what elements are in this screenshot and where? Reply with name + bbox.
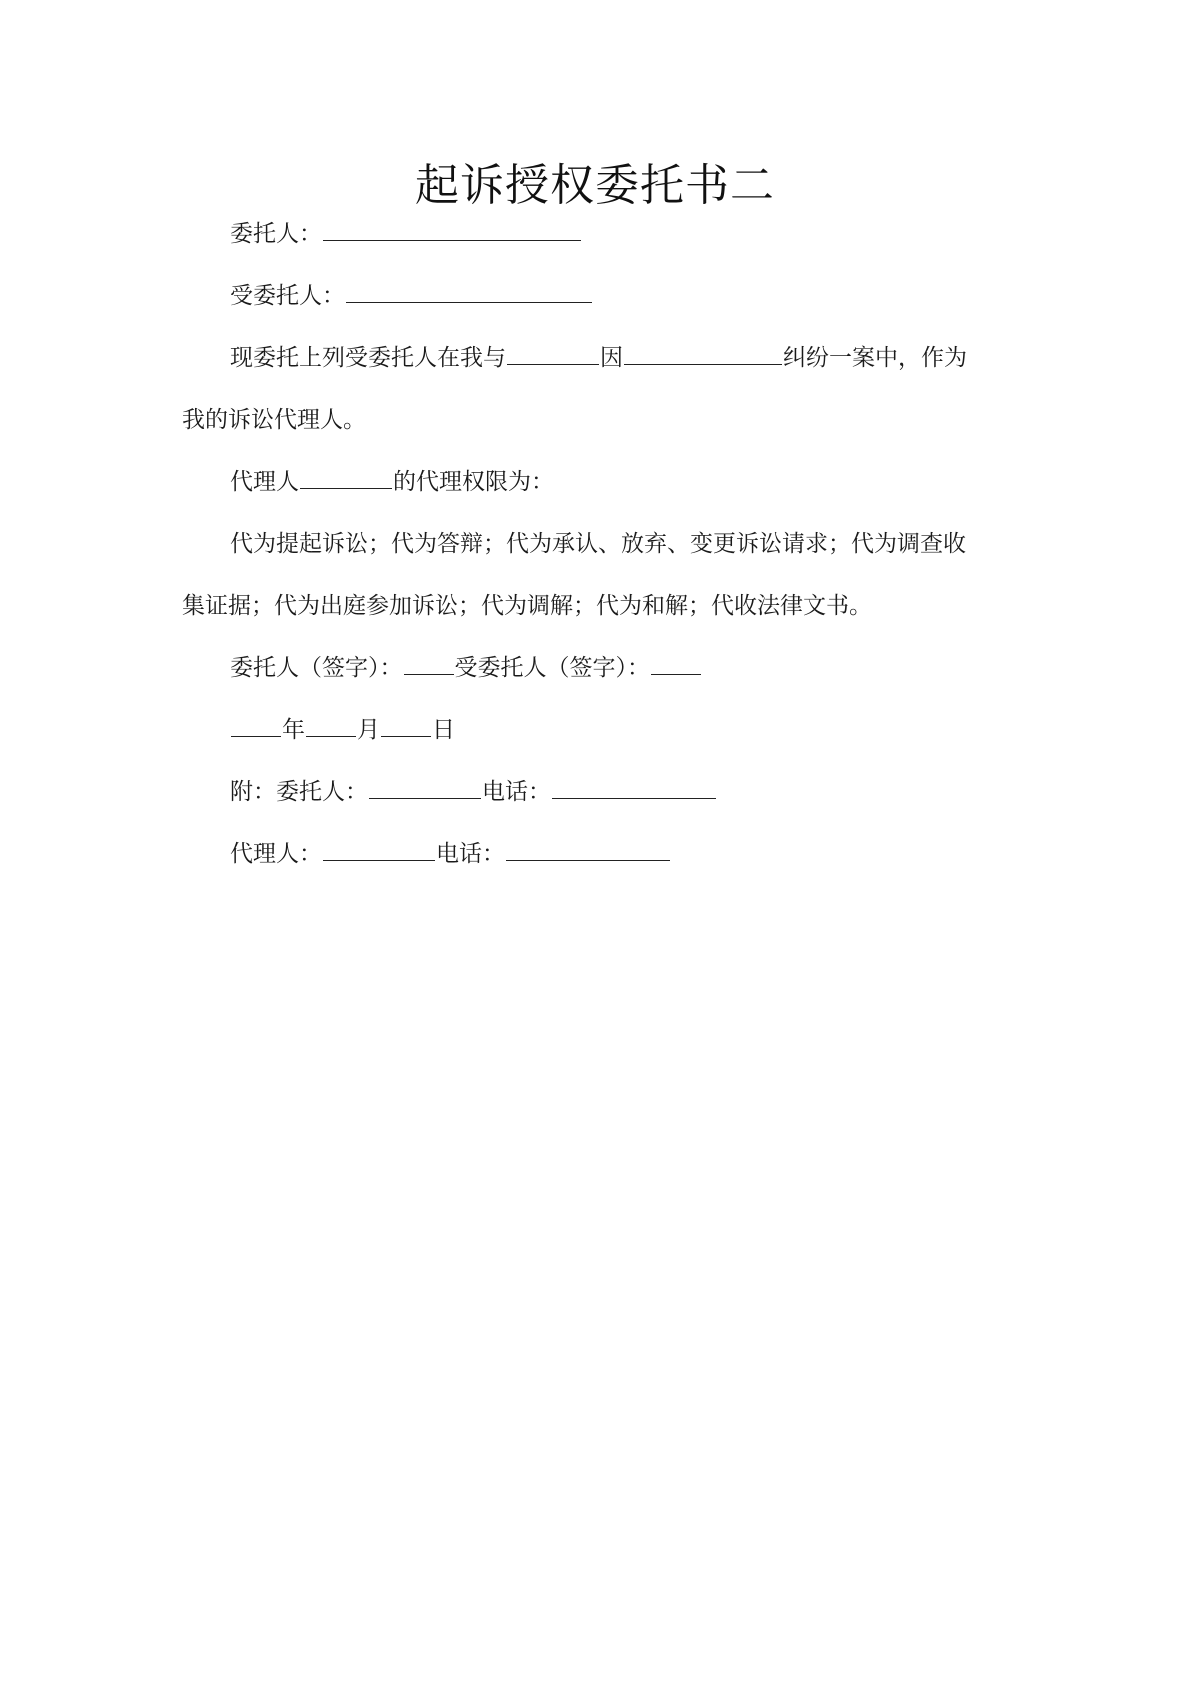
opposing-party-blank[interactable]: [507, 342, 599, 365]
attachment-agent-label: 代理人：: [230, 841, 322, 867]
entrust-text-2: 因: [600, 345, 623, 371]
attachment-agent-blank[interactable]: [323, 838, 435, 861]
principal-signature-label: 委托人（签字）：: [230, 655, 403, 681]
attachment-agent-line: [230, 838, 671, 870]
signature-line: [230, 652, 702, 684]
attachment-agent-phone-label: 电话：: [436, 841, 505, 867]
agent-blank[interactable]: [346, 280, 592, 303]
attachment-principal-line: [230, 776, 717, 808]
year-label: 年: [282, 717, 305, 743]
powers-line-1: 代为提起诉讼；代为答辩；代为承认、放弃、变更诉讼请求；代为调查收: [230, 531, 966, 557]
powers-line-2: 集证据；代为出庭参加诉讼；代为调解；代为和解；代收法律文书。: [182, 593, 872, 619]
attachment-agent-phone-blank[interactable]: [506, 838, 670, 861]
dispute-type-blank[interactable]: [624, 342, 782, 365]
day-blank[interactable]: [381, 714, 431, 737]
authority-text-2: 的代理权限为：: [393, 469, 554, 495]
agent-signature-label: 受委托人（签字）：: [454, 655, 650, 681]
principal-blank[interactable]: [323, 218, 581, 241]
entrust-continuation: 我的诉讼代理人。: [182, 407, 366, 433]
agent-line: [230, 280, 593, 312]
entrust-text-3: 纠纷一案中，作为: [783, 345, 967, 371]
agent-signature-blank[interactable]: [651, 652, 701, 675]
principal-signature-blank[interactable]: [404, 652, 454, 675]
date-line: [230, 714, 455, 746]
attachment-principal-phone-label: 电话：: [482, 779, 551, 805]
document-title: 起诉授权委托书二: [415, 160, 775, 211]
day-label: 日: [432, 717, 455, 743]
principal-line: [230, 218, 582, 250]
authority-line: [230, 466, 554, 498]
attachment-principal-phone-blank[interactable]: [552, 776, 716, 799]
agent-name-blank[interactable]: [300, 466, 392, 489]
attachment-principal-blank[interactable]: [369, 776, 481, 799]
entrust-line: [230, 342, 967, 374]
agent-label: 受委托人：: [230, 283, 345, 309]
principal-label: 委托人：: [230, 221, 322, 247]
authority-text-1: 代理人: [230, 469, 299, 495]
month-blank[interactable]: [306, 714, 356, 737]
entrust-text-1: 现委托上列受委托人在我与: [230, 345, 506, 371]
year-blank[interactable]: [231, 714, 281, 737]
attachment-principal-label: 附：委托人：: [230, 779, 368, 805]
month-label: 月: [357, 717, 380, 743]
